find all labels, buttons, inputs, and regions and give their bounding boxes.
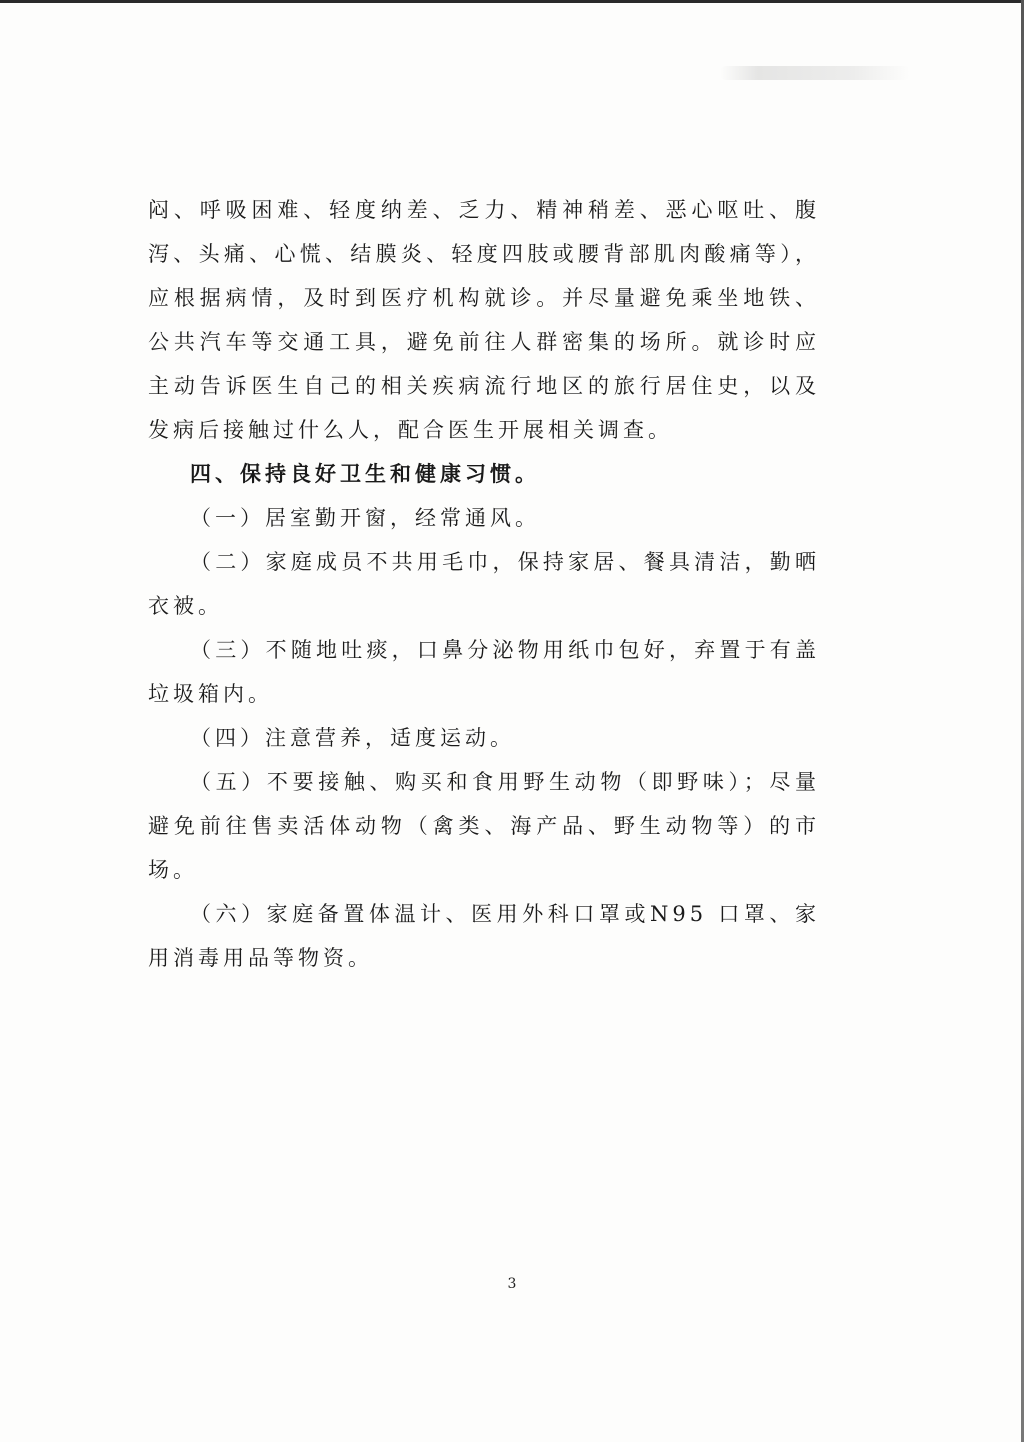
list-item: （一）居室勤开窗，经常通风。	[190, 506, 540, 530]
document-body	[148, 188, 820, 980]
list-item: （五）不要接触、购买和食用野生动物（即野味）；尽量避免前往售卖活体动物（禽类、海产品、野生动物等）的市场。	[148, 770, 820, 882]
list-item: （二）家庭成员不共用毛巾，保持家居、餐具清洁，勤晒衣被。	[148, 550, 820, 618]
scan-border-top	[0, 0, 1024, 3]
list-item: （三）不随地吐痰，口鼻分泌物用纸巾包好，弃置于有盖垃圾箱内。	[148, 638, 820, 706]
list-item: （四）注意营养，适度运动。	[190, 726, 515, 750]
list-item: （六）家庭备置体温计、医用外科口罩或N95 口罩、家用消毒用品等物资。	[148, 902, 820, 970]
section-heading: 四、保持良好卫生和健康习惯。	[190, 461, 540, 486]
page-number: 3	[507, 1276, 517, 1292]
scan-artifact	[720, 66, 910, 80]
continued-paragraph: 闷、呼吸困难、轻度纳差、乏力、精神稍差、恶心呕吐、腹泻、头痛、心慌、结膜炎、轻度四肢或腰背部肌肉酸痛等），应根据病情，及时到医疗机构就诊。并尽量避免乘坐地铁、公共汽车等交通工具，避免前往人群密集的场所。就诊时应主动告诉医生自己的相关疾病流行地区的旅行居住史，以及发病后接触过什么人，配合医生开展相关调查。	[148, 198, 820, 442]
